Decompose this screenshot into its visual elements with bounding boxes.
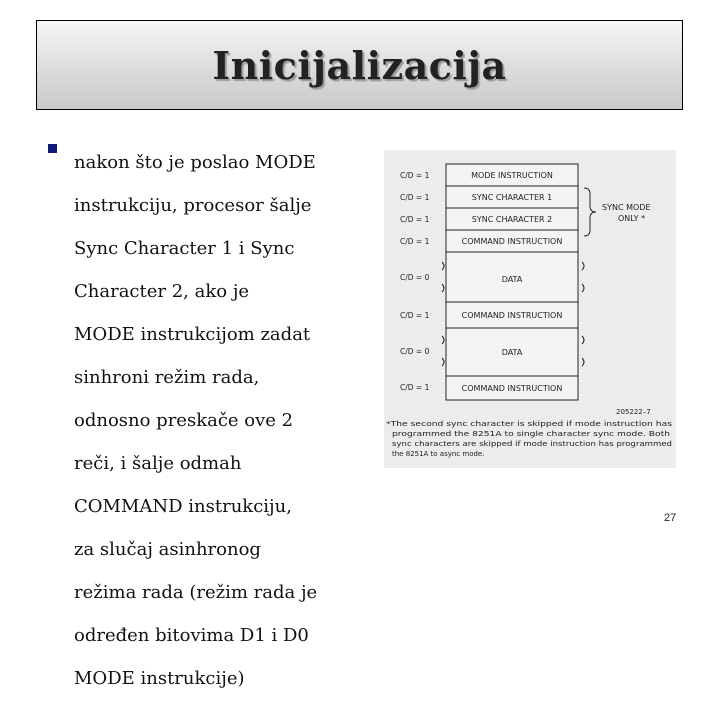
cd-label: C/D = 0: [400, 347, 430, 356]
row-label: COMMAND INSTRUCTION: [461, 384, 563, 393]
bullet-icon: [48, 144, 57, 153]
text-line: odnosno preskače ove 2: [74, 409, 294, 431]
text-line: za slučaj asinhronog: [74, 538, 261, 560]
text-line: Sync Character 1 i Sync: [74, 237, 295, 259]
cd-label: C/D = 1: [400, 383, 430, 392]
brace-label: SYNC MODE: [602, 203, 651, 212]
text-line: MODE instrukcije): [74, 667, 245, 689]
bullet-text: [74, 130, 364, 711]
footnote-line: the 8251A to async mode.: [392, 450, 485, 458]
figure-id: 205222–7: [616, 408, 651, 416]
footnote-line: programmed the 8251A to single character sync mode. Both: [392, 430, 670, 438]
text-line: COMMAND instrukciju,: [74, 495, 292, 517]
cd-label: C/D = 0: [400, 273, 430, 282]
footnote-line: sync characters are skipped if mode instruction has programmed: [392, 440, 672, 448]
brace-label: ONLY *: [618, 214, 646, 223]
text-line: režima rada (režim rada je: [74, 581, 318, 603]
text-line: Character 2, ako je: [74, 280, 250, 302]
row-label: SYNC CHARACTER 2: [471, 215, 553, 224]
brace-icon: [584, 188, 596, 236]
text-line: sinhroni režim rada,: [74, 366, 260, 388]
title-box: [36, 20, 683, 110]
row-label: DATA: [501, 275, 523, 284]
cd-label: C/D = 1: [400, 311, 430, 320]
cd-label: C/D = 1: [400, 215, 430, 224]
text-line: instrukciju, procesor šalje: [74, 194, 312, 216]
footnote-line: *The second sync character is skipped if mode instruction has: [386, 420, 673, 428]
row-label: COMMAND INSTRUCTION: [461, 311, 563, 320]
row-label: DATA: [501, 348, 523, 357]
text-line: određen bitovima D1 i D0: [74, 624, 309, 646]
sequence-diagram: [384, 150, 676, 468]
row-label: MODE INSTRUCTION: [471, 171, 553, 180]
text-line: reči, i šalje odmah: [74, 452, 242, 474]
slide-title: Inicijalizacija: [212, 42, 507, 88]
text-line: MODE instrukcijom zadat: [74, 323, 311, 345]
text-line: nakon što je poslao MODE: [74, 151, 316, 173]
cd-label: C/D = 1: [400, 193, 430, 202]
cd-label: C/D = 1: [400, 237, 430, 246]
row-label: SYNC CHARACTER 1: [471, 193, 553, 202]
cd-label: C/D = 1: [400, 171, 430, 180]
sequence-diagram-figure: [384, 150, 676, 468]
page-number: 27: [664, 512, 677, 524]
row-label: COMMAND INSTRUCTION: [461, 237, 563, 246]
